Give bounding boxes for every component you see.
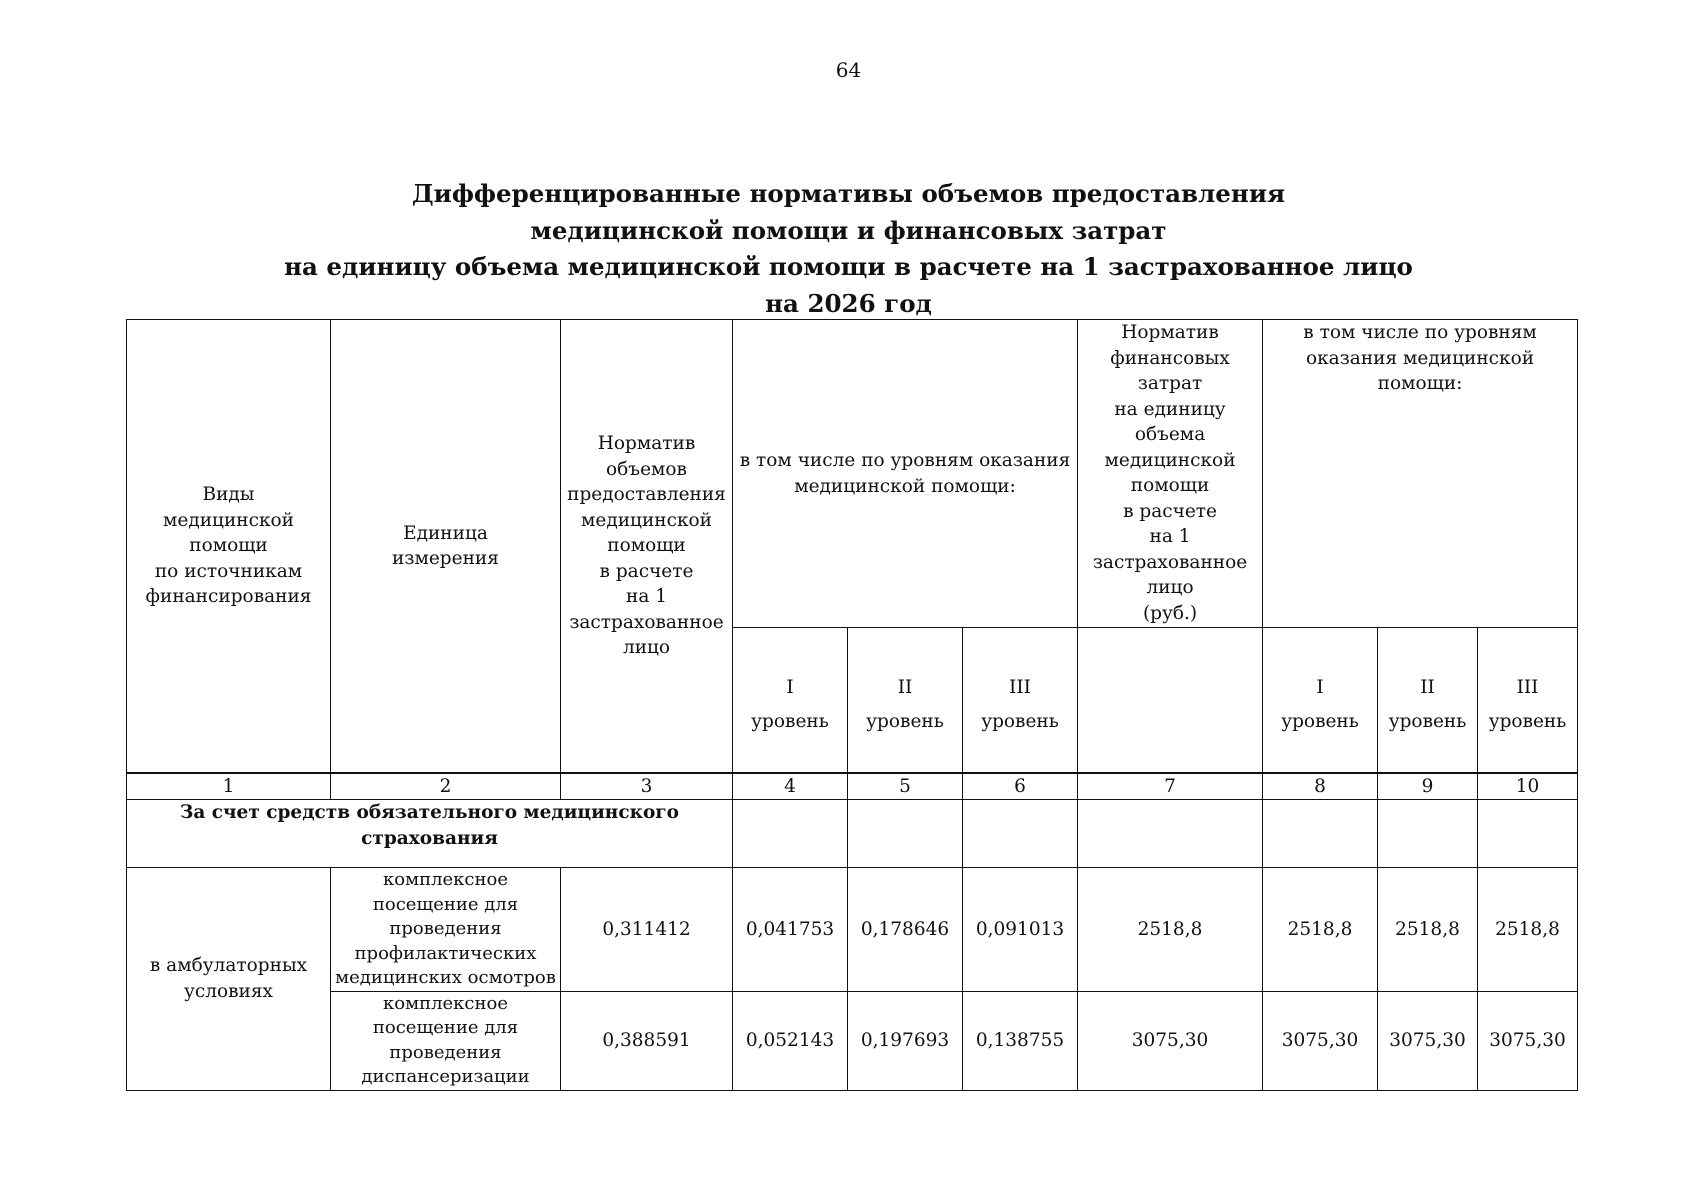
header-line: на 1 (625, 586, 667, 608)
header-col2 (331, 320, 561, 773)
empty-cell (848, 800, 963, 868)
level-header-cell (1378, 628, 1478, 773)
value-cell: 0,178646 (848, 868, 963, 992)
column-number: 7 (1078, 774, 1263, 800)
value-cell: 0,138755 (963, 991, 1078, 1090)
unit-line: посещение для (372, 1017, 519, 1038)
header-line: Единица (403, 522, 488, 544)
value-cell: 3075,30 (1378, 991, 1478, 1090)
title-line: на 2026 год (765, 288, 932, 318)
table-row (127, 868, 1578, 992)
header-line: застрахованное (569, 611, 724, 633)
level-word: уровень (981, 710, 1059, 732)
header-line: оказания медицинской (1305, 347, 1535, 369)
page-number: 64 (835, 58, 862, 82)
level-header-cell (733, 628, 848, 773)
header-table (126, 319, 1578, 773)
unit-line: диспансеризации (361, 1066, 530, 1087)
title-line: медицинской помощи и финансовых затрат (530, 215, 1167, 245)
empty-cell (1478, 800, 1578, 868)
column-number: 3 (561, 774, 733, 800)
level-word: уровень (1281, 710, 1359, 732)
unit-line: посещение для (372, 893, 519, 915)
section-title-line: страхования (361, 827, 498, 849)
value-cell: 2518,8 (1378, 868, 1478, 992)
section-title (127, 800, 733, 868)
care-type-cell (127, 868, 331, 1091)
header-line: медицинской (1104, 449, 1236, 471)
header-line: помощи (1130, 475, 1210, 496)
title-line: Дифференцированные нормативы объемов предоставления (411, 179, 1286, 208)
header-line: по источникам (154, 560, 303, 582)
level-word: уровень (866, 710, 944, 732)
level-roman: III (1009, 676, 1031, 698)
value-cell: 0,052143 (733, 991, 848, 1090)
empty-cell (1078, 628, 1263, 773)
level-header-cell (963, 628, 1078, 773)
level-roman: II (1420, 676, 1435, 698)
title-line: на единицу объема медицинской помощи в расчете на 1 застрахованное лицо (284, 252, 1413, 281)
header-line: объемов (606, 458, 687, 480)
header-line: медицинской (580, 509, 712, 531)
column-number: 10 (1478, 774, 1578, 800)
page-title (0, 176, 1697, 322)
unit-line: проведения (389, 1041, 502, 1063)
value-cell: 2518,8 (1078, 868, 1263, 992)
value-cell: 3075,30 (1263, 991, 1378, 1090)
header-line: Норматив (597, 433, 696, 455)
empty-cell (963, 800, 1078, 868)
unit-line: комплексное (383, 992, 508, 1014)
header-col1 (127, 320, 331, 773)
value-cell: 0,041753 (733, 868, 848, 992)
level-roman: I (1316, 676, 1324, 698)
column-number: 9 (1378, 774, 1478, 800)
column-number: 4 (733, 774, 848, 800)
empty-cell (1378, 800, 1478, 868)
header-line: объема (1134, 424, 1206, 445)
value-cell: 3075,30 (1078, 991, 1263, 1090)
column-number: 6 (963, 774, 1078, 800)
header-line: помощи (607, 535, 686, 557)
column-number: 5 (848, 774, 963, 800)
header-line: финансовых (1110, 347, 1230, 369)
empty-cell (1263, 800, 1378, 868)
level-header-cell (1478, 628, 1578, 773)
header-line: лицо (1146, 577, 1194, 598)
header-col7 (1078, 320, 1263, 628)
care-type-line: в амбулаторных (149, 955, 308, 977)
header-line: на 1 (1149, 526, 1191, 547)
table-row (127, 991, 1578, 1090)
unit-line: комплексное (383, 869, 508, 890)
value-cell: 2518,8 (1263, 868, 1378, 992)
level-word: уровень (1488, 710, 1567, 732)
header-levels-group-a (733, 320, 1078, 628)
header-line: в расчете (599, 560, 694, 582)
unit-line: профилактических (354, 942, 537, 964)
unit-line: медицинских осмотров (335, 967, 556, 988)
unit-cell (331, 868, 561, 992)
value-cell: 0,311412 (561, 868, 733, 992)
column-number: 2 (331, 774, 561, 800)
value-cell: 0,091013 (963, 868, 1078, 992)
header-line: медицинской помощи: (794, 475, 1016, 497)
header-line: Виды (202, 484, 255, 506)
header-line: в том числе по уровням оказания (739, 450, 1071, 471)
header-line: помощи (189, 535, 268, 557)
column-number: 1 (127, 774, 331, 800)
value-cell: 3075,30 (1478, 991, 1578, 1090)
level-roman: III (1516, 676, 1539, 698)
care-type-line: условиях (184, 980, 273, 1002)
level-word: уровень (751, 710, 829, 732)
header-line: Норматив (1121, 322, 1219, 343)
level-header-cell (848, 628, 963, 773)
header-line: в том числе по уровням (1303, 322, 1537, 343)
level-word: уровень (1388, 710, 1467, 732)
value-cell: 2518,8 (1478, 868, 1578, 992)
header-line: (руб.) (1142, 602, 1198, 624)
header-line: лицо (622, 637, 671, 659)
header-line: финансирования (145, 586, 312, 608)
unit-line: проведения (389, 918, 502, 939)
value-cell: 0,197693 (848, 991, 963, 1090)
unit-cell (331, 991, 561, 1090)
empty-cell (1078, 800, 1263, 868)
level-header-cell (1263, 628, 1378, 773)
level-roman: II (897, 676, 913, 698)
header-line: помощи: (1377, 373, 1463, 394)
section-title-line: За счет средств обязательного медицинского (179, 802, 679, 823)
header-line: на единицу (1114, 398, 1226, 420)
level-roman: I (786, 676, 794, 698)
header-col3 (561, 320, 733, 773)
value-cell: 0,388591 (561, 991, 733, 1090)
header-line: медицинской (162, 509, 294, 531)
header-line: затрат (1137, 373, 1203, 394)
body-table (126, 773, 1578, 1091)
header-line: в расчете (1123, 500, 1217, 522)
header-line: измерения (392, 548, 499, 569)
header-levels-group-b (1263, 320, 1578, 628)
header-line: предоставления (567, 484, 726, 506)
empty-cell (733, 800, 848, 868)
column-number: 8 (1263, 774, 1378, 800)
header-line: застрахованное (1092, 551, 1248, 573)
